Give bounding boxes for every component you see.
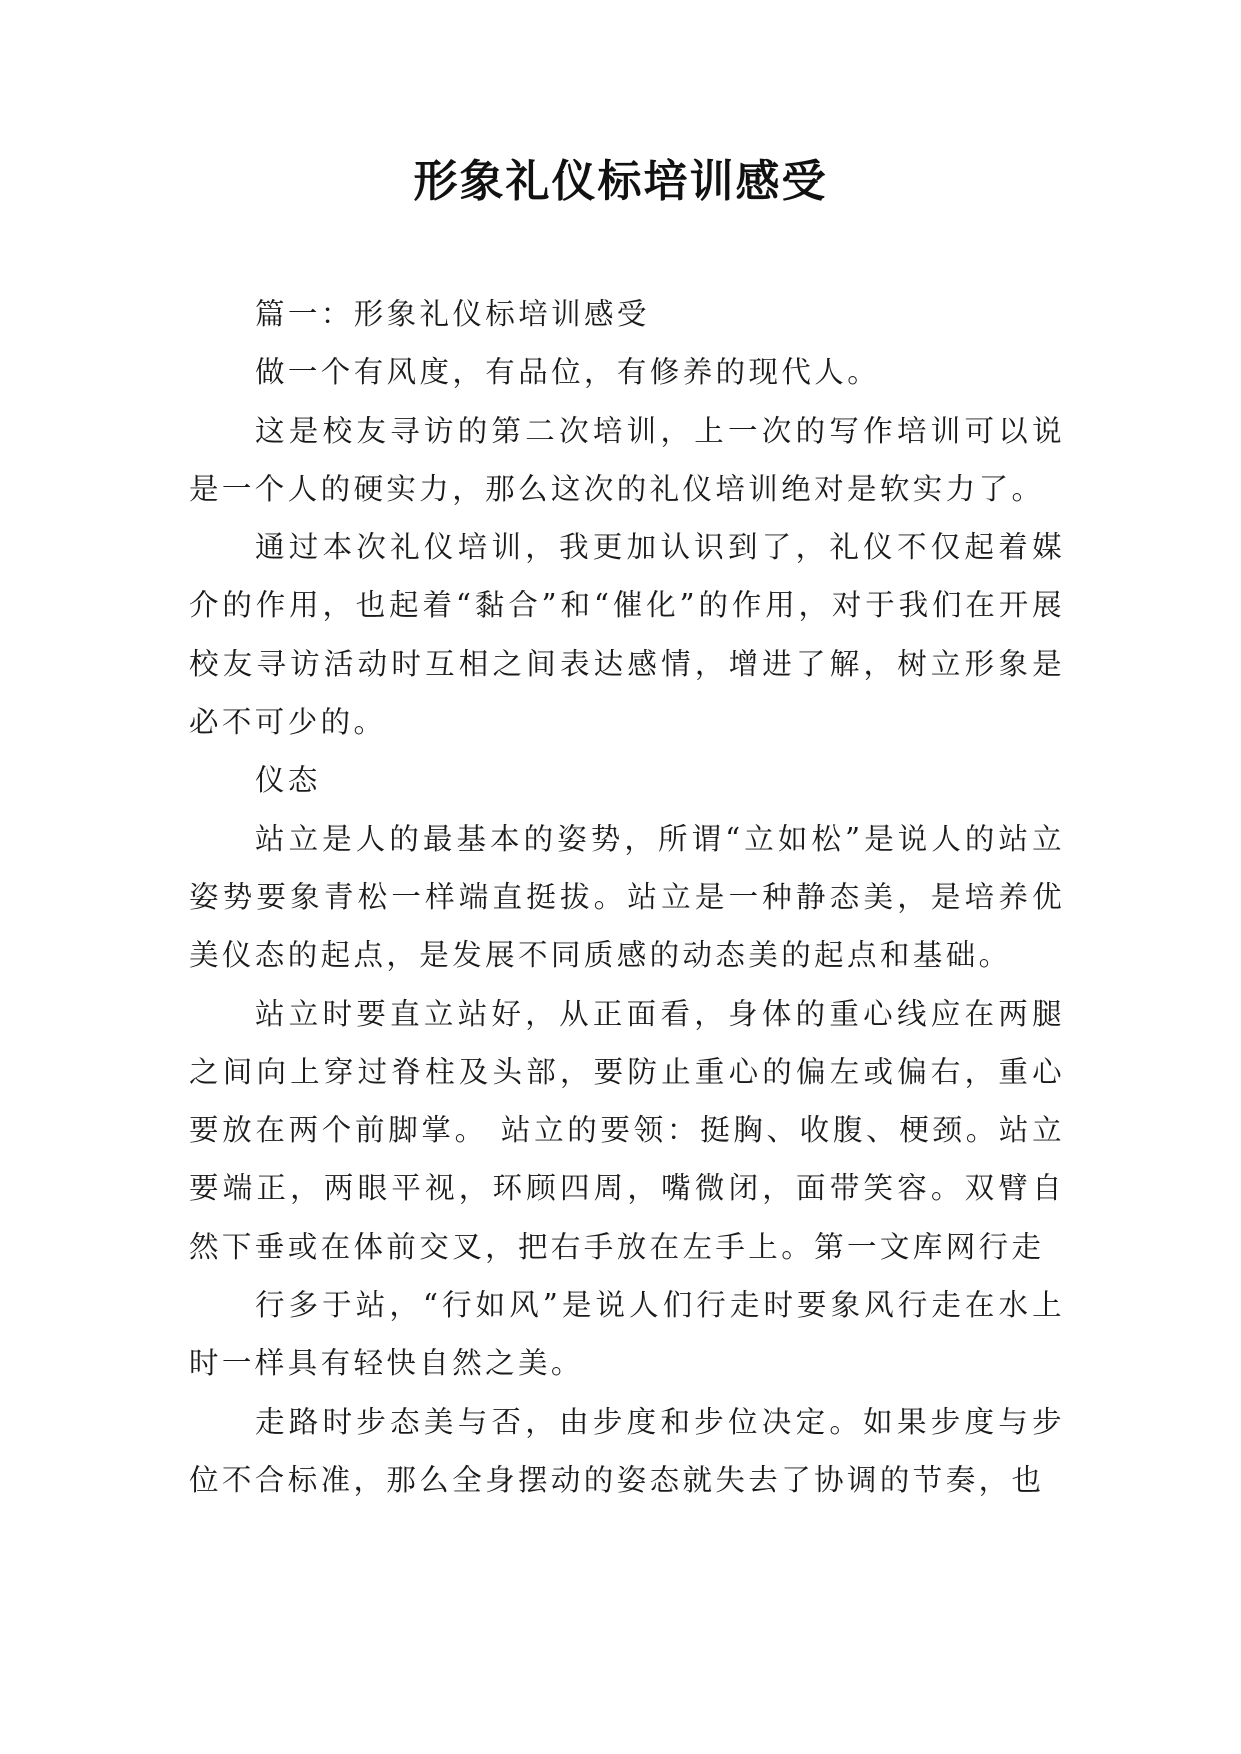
paragraph-walking: 行多于站，“行如风”是说人们行走时要象风行走在水上时一样具有轻快自然之美。 <box>189 1288 1065 1381</box>
paragraph-standing: 站立是人的最基本的姿势，所谓“立如松”是说人的站立姿势要象青松一样端直挺拔。站立是一种静态美，是培养优美仪态的起点，是发展不同质感的动态美的起点和基础。 <box>189 821 1065 973</box>
paragraph-section-heading: 篇一：形象礼仪标培训感受 <box>255 297 650 331</box>
document-title: 形象礼仪标培训感受 <box>413 156 828 207</box>
paragraph-training-intro: 这是校友寻访的第二次培训，上一次的写作培训可以说是一个人的硬实力，那么这次的礼仪培训绝对是软实力了。 <box>189 413 1065 506</box>
document-body <box>189 285 1065 1509</box>
paragraph-etiquette-role: 通过本次礼仪培训，我更加认识到了，礼仪不仅起着媒介的作用，也起着“黏合”和“催化”的作用，对于我们在开展校友寻访活动时互相之间表达感情，增进了解，树立形象是必不可少的。 <box>189 530 1065 740</box>
paragraph-posture-heading: 仪态 <box>255 763 321 798</box>
paragraph-motto: 做一个有风度，有品位，有修养的现代人。 <box>255 355 881 390</box>
paragraph-standing-essentials: 站立时要直立站好，从正面看，身体的重心线应在两腿之间向上穿过脊柱及头部，要防止重心的偏左或偏右，重心要放在两个前脚掌。 站立的要领：挺胸、收腹、梗颈。站立要端正，两眼平视，环顾四周，嘴微闭，面带笑容。双臂自然下垂或在体前交叉，把右手放在左手上。第一文库网行走 <box>189 996 1065 1264</box>
paragraph-gait: 走路时步态美与否，由步度和步位决定。如果步度与步位不合标准，那么全身摆动的姿态就失去了协调的节奏，也 <box>189 1404 1065 1497</box>
